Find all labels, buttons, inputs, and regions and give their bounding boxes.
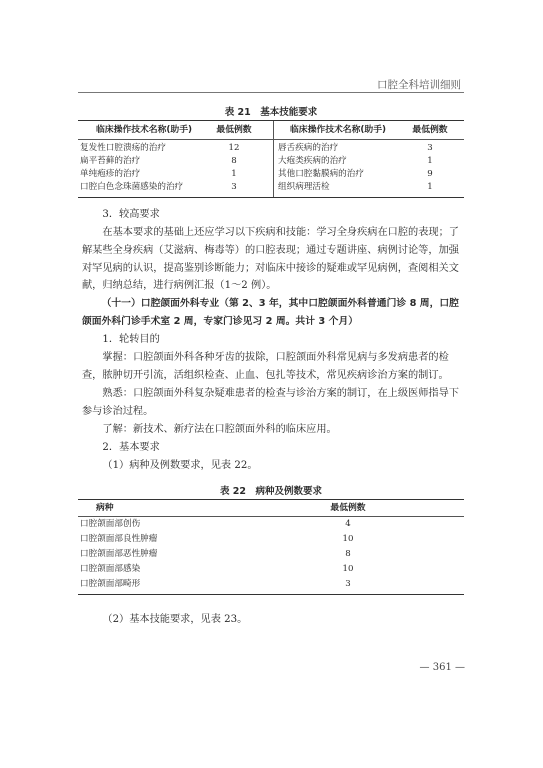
table21-cell-left-count: 3 <box>231 182 237 192</box>
table22-header-rule <box>78 516 464 517</box>
table22-bottom-rule <box>78 594 464 595</box>
table21-cell-left-count: 8 <box>231 156 237 166</box>
table21-cell-left-name: 单纯疱疹的治疗 <box>80 169 141 179</box>
table21-top-rule <box>78 120 464 121</box>
table22-header-name: 病种 <box>96 503 114 513</box>
section-heading-oral-maxillofacial-surgery: （十一）口腔颌面外科专业（第 2、3 年，其中口腔颌面外科普通门诊 8 周，口腔颌面外科门诊手术室 2 周，专家门诊见习 2 周。共计 3 个月） <box>82 298 459 327</box>
paragraph-disease-requirements: （1）病种及例数要求，见表 22。 <box>102 460 258 471</box>
table21-cell-left-name: 复发性口腔溃疡的治疗 <box>80 143 166 153</box>
table21-header-left-name: 临床操作技术名称(助手) <box>96 125 193 135</box>
heading-rotation-goals: 1．轮转目的 <box>102 334 160 345</box>
table22-cell-count: 10 <box>342 534 354 544</box>
page-number: — 361 — <box>419 662 465 673</box>
table21-cell-right-name: 其他口腔黏膜病的治疗 <box>278 169 364 179</box>
table22-top-rule <box>78 499 464 500</box>
table22-header-count: 最低例数 <box>330 503 366 513</box>
header-rule <box>78 92 464 93</box>
heading-basic-requirements: 2．基本要求 <box>102 442 160 453</box>
table21-cell-left-count: 12 <box>228 143 240 153</box>
table22-cell-count: 3 <box>345 579 351 589</box>
heading-advanced-requirements: 3．较高要求 <box>102 209 160 220</box>
table22-cell-count: 4 <box>345 519 351 529</box>
table21-cell-right-name: 唇舌疾病的治疗 <box>278 143 339 153</box>
table21-column-divider <box>273 121 274 197</box>
table21-cell-right-count: 3 <box>427 143 433 153</box>
table21-cell-left-name: 扁平苔藓的治疗 <box>80 156 141 166</box>
paragraph-familiar: 熟悉：口腔颌面外科复杂疑难患者的检查与诊治方案的制订，在上级医师指导下参与诊治过程。 <box>82 388 459 417</box>
table22-cell-name: 口腔颌面部畸形 <box>80 579 141 589</box>
table21-bottom-rule <box>78 197 464 198</box>
paragraph-understand: 了解：新技术、新疗法在口腔颌面外科的临床应用。 <box>102 424 337 435</box>
table22-caption: 表 22 病种及例数要求 <box>219 486 323 497</box>
table22-cell-name: 口腔颌面部创伤 <box>80 519 141 529</box>
table22-cell-name: 口腔颌面部感染 <box>80 564 141 574</box>
table21-header-left-count: 最低例数 <box>216 125 252 135</box>
table22-cell-name: 口腔颌面部恶性肿瘤 <box>80 549 158 559</box>
table21-cell-right-count: 9 <box>427 169 433 179</box>
running-head: 口腔全科培训细则 <box>377 79 461 91</box>
table21-cell-left-name: 口腔白色念珠菌感染的治疗 <box>80 182 184 192</box>
table21-caption: 表 21 基本技能要求 <box>224 107 318 118</box>
table21-cell-right-count: 1 <box>427 182 433 192</box>
table21-cell-right-name: 大疱类疾病的治疗 <box>278 156 347 166</box>
table22-cell-count: 10 <box>342 564 354 574</box>
table22-cell-count: 8 <box>345 549 351 559</box>
paragraph-master: 掌握：口腔颌面外科各种牙齿的拔除，口腔颌面外科常见病与多发病患者的检查，脓肿切开引流，活组织检查、止血、包扎等技术，常见疾病诊治方案的制订。 <box>82 352 449 381</box>
paragraph-advanced-requirements: 在基本要求的基础上还应学习以下疾病和技能：学习全身疾病在口腔的表现；了解某些全身疾病（艾滋病、梅毒等）的口腔表现；通过专题讲座、病例讨论等，加强对罕见病的认识，提高鉴别诊断能力；对临床中接诊的疑难或罕见病例，查阅相关文献，归纳总结，进行病例汇报（1～2 例）。 <box>82 227 459 292</box>
table21-header-right-count: 最低例数 <box>412 125 448 135</box>
table21-cell-right-name: 组织病理活检 <box>278 182 330 192</box>
table21-header-rule <box>78 139 464 140</box>
table21-header-right-name: 临床操作技术名称(助手) <box>290 125 387 135</box>
table21-cell-right-count: 1 <box>427 156 433 166</box>
table21-cell-left-count: 1 <box>231 169 237 179</box>
paragraph-skill-requirements: （2）基本技能要求，见表 23。 <box>102 614 248 625</box>
table22-cell-name: 口腔颌面部良性肿瘤 <box>80 534 158 544</box>
